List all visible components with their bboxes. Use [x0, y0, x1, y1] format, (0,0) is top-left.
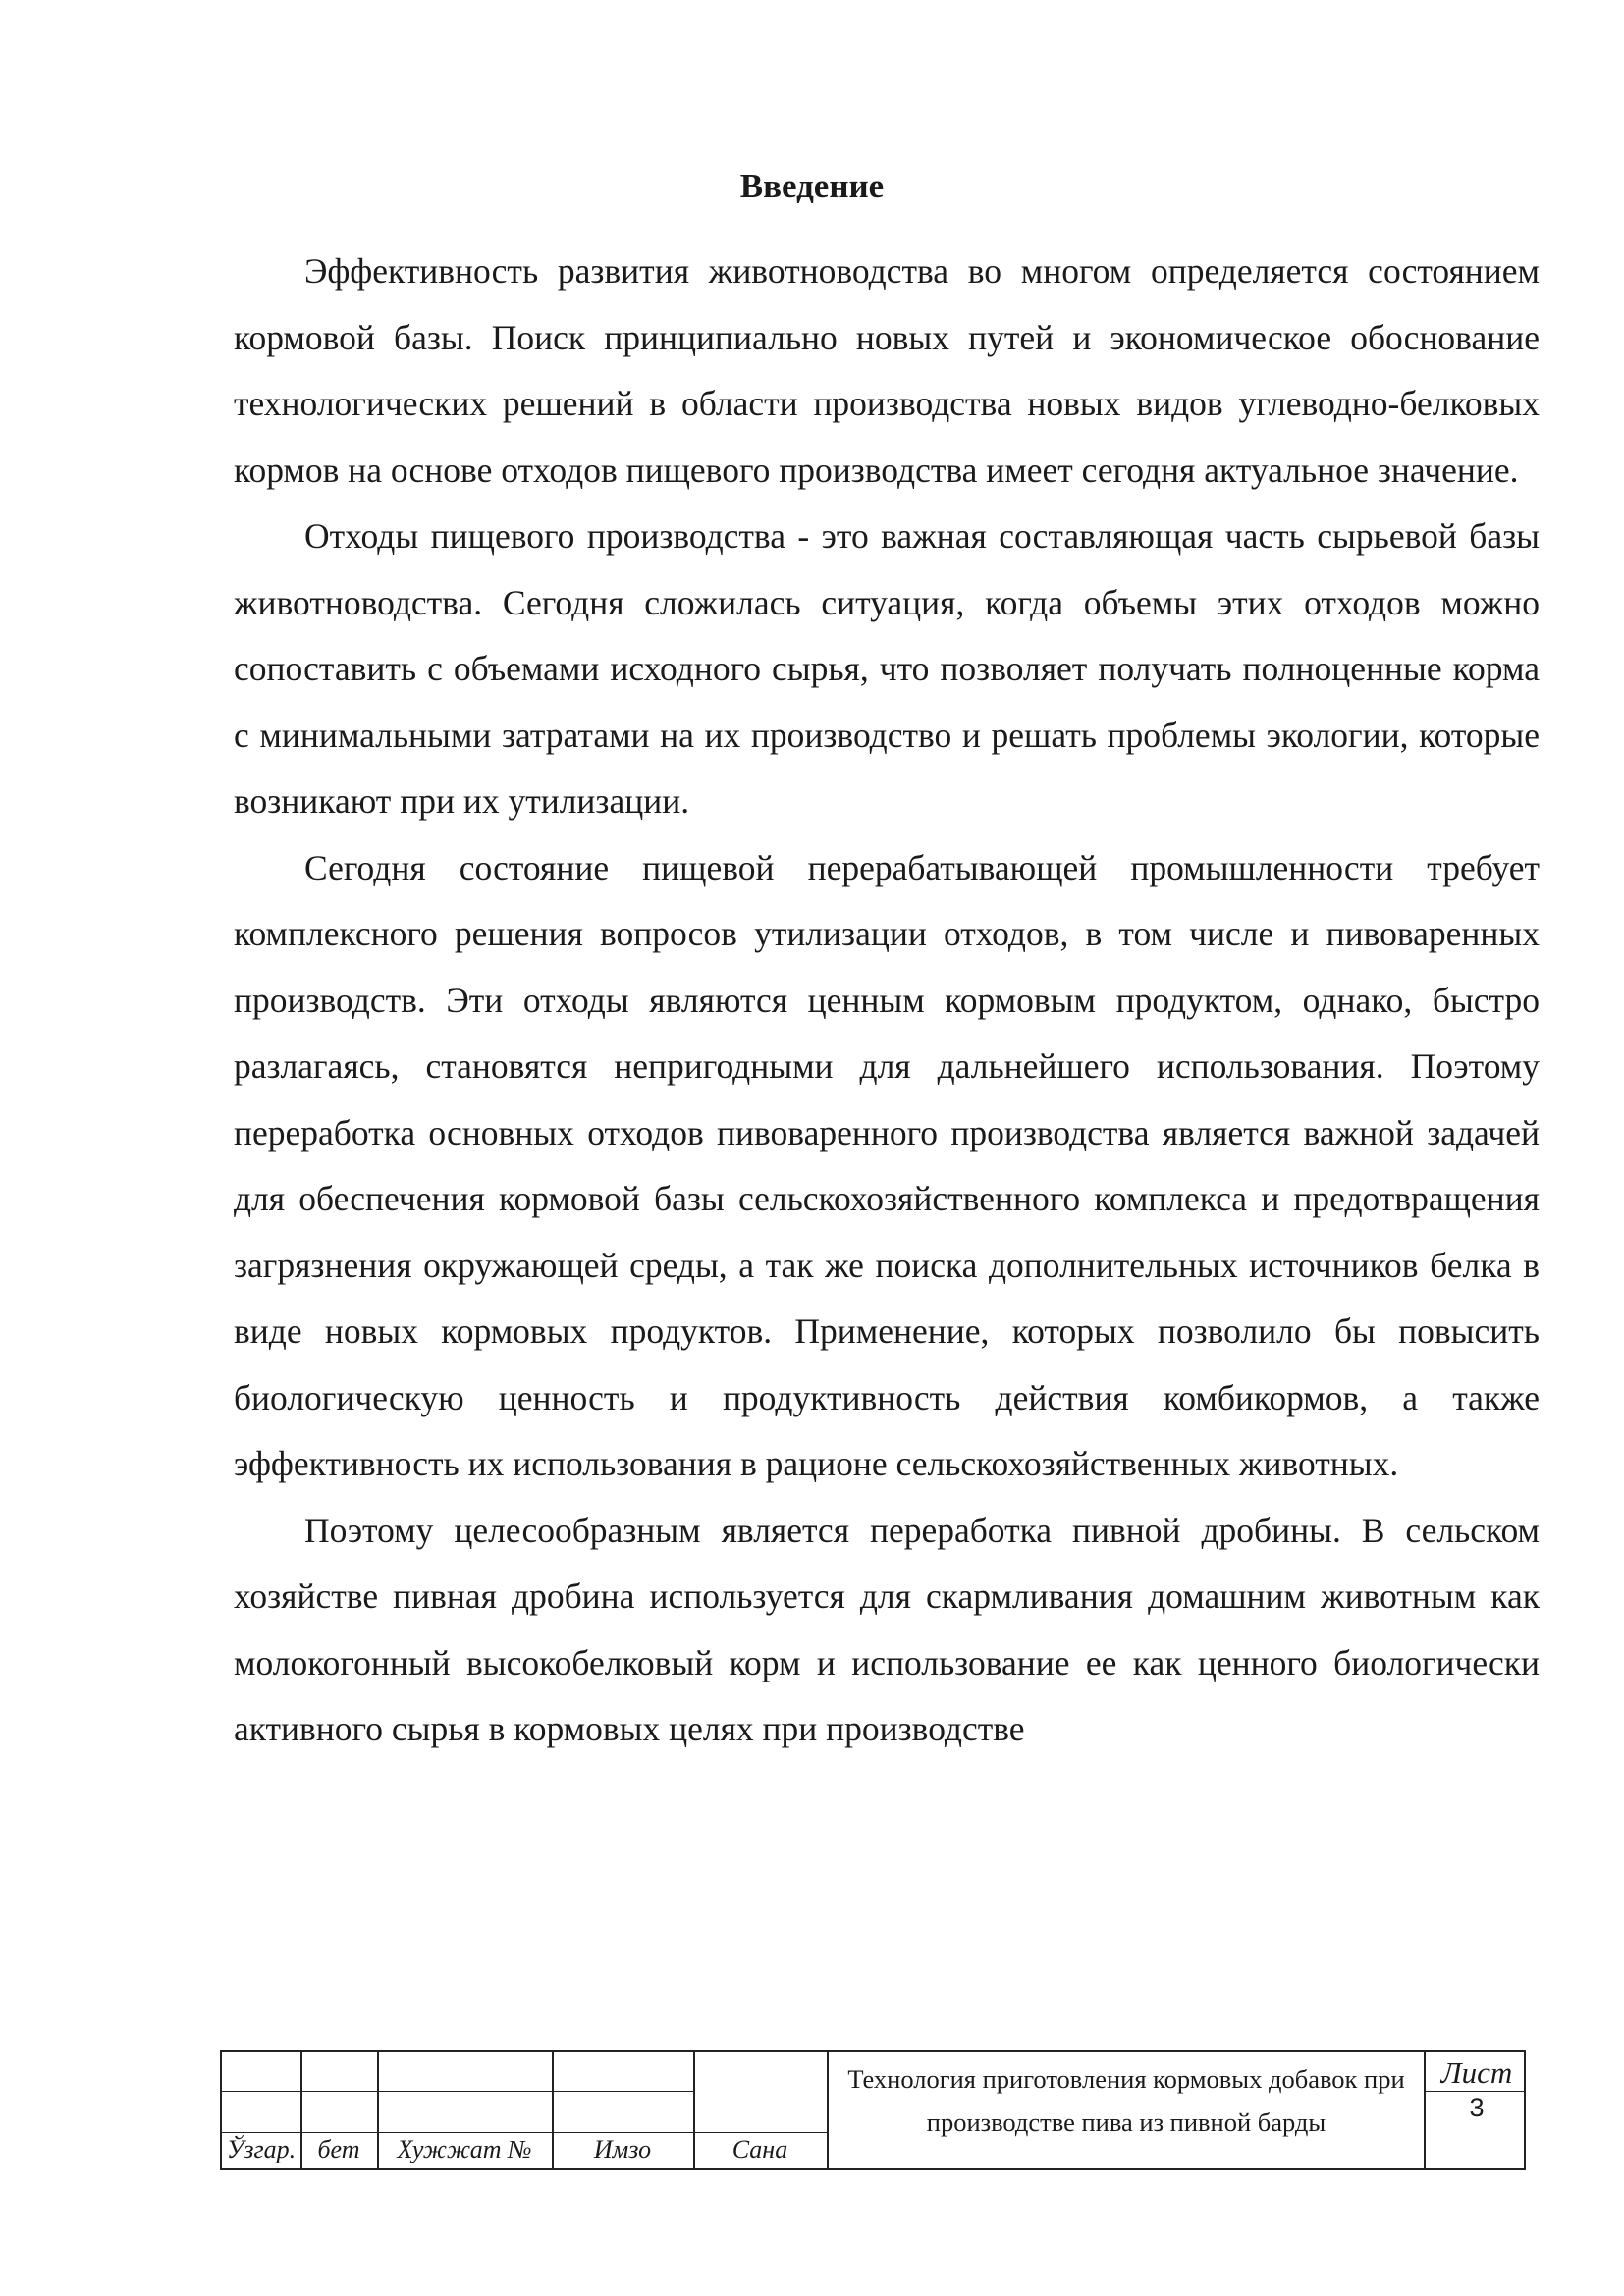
stamp-row-line: [1424, 2091, 1526, 2092]
stamp-label-doc-number: Хужжат №: [397, 2135, 532, 2163]
title-block-stamp: [220, 2050, 1526, 2170]
stamp-title-line-2: производстве пива из пивной барды: [926, 2108, 1326, 2137]
stamp-label-signature: Имзо: [593, 2135, 652, 2163]
paragraph-2: Отходы пищевого производства - это важная составляющая часть сырьевой базы животноводства. Сегодня сложилась ситуация, когда объемы этих отходов можно сопоставить с объемами исходного сырья, что позволяет получать полноценные корма с минимальными затратами на их производство и решать проблемы экологии, которые возникают при их утилизации.: [234, 516, 1540, 821]
paragraph-3: Сегодня состояние пищевой перерабатывающей промышленности требует комплексного решения вопросов утилизации отходов, в том числе и пивоваренных производств. Эти отходы являются ценным кормовым продуктом, однако, быстро разлагаясь, становятся непригодными для дальнейшего использования. Поэтому переработка основных отходов пивоваренного производства является важной задачей для обеспечения кормовой базы сельскохозяйственного комплекса и предотвращения загрязнения окружающей среды, а так же поиска дополнительных источников белка в виде новых кормовых продуктов. Применение, которых позволило бы повысить биологическую ценность и продуктивность действия комбикормов, а также эффективность их использования в рационе сельскохозяйственных животных.: [234, 847, 1540, 1483]
stamp-label-change: Ўзгар.: [226, 2135, 297, 2163]
stamp-sheet-label: Лист: [1440, 2056, 1513, 2090]
stamp-label-page: бет: [317, 2135, 360, 2163]
stamp-title-line-1: Технология приготовления кормовых добавок при: [847, 2064, 1405, 2094]
paragraph-4: Поэтому целесообразным является переработка пивной дробины. В сельском хозяйстве пивная дробина используется для скармливания домашним животным как молокогонный высокобелковый корм и использование ее как ценного биологически активного сырья в кормовых целях при производстве: [234, 1510, 1540, 1748]
stamp-sheet-number: 3: [1469, 2093, 1485, 2122]
stamp-row-line: [222, 2132, 827, 2133]
stamp-label-date: Сана: [731, 2135, 788, 2163]
stamp-row-line: [222, 2091, 693, 2092]
page-title: Введение: [739, 167, 885, 205]
stamp-document-title: [829, 2052, 1424, 2168]
paragraph-1: Эффективность развития животноводства во многом определяется состоянием кормовой базы. Поиск принципиально новых путей и экономическое обоснование технологических решений в области производства новых видов углеводно-белковых кормов на основе отходов пищевого производства имеет сегодня актуальное значение.: [234, 251, 1540, 490]
body-text: [234, 239, 1540, 1763]
